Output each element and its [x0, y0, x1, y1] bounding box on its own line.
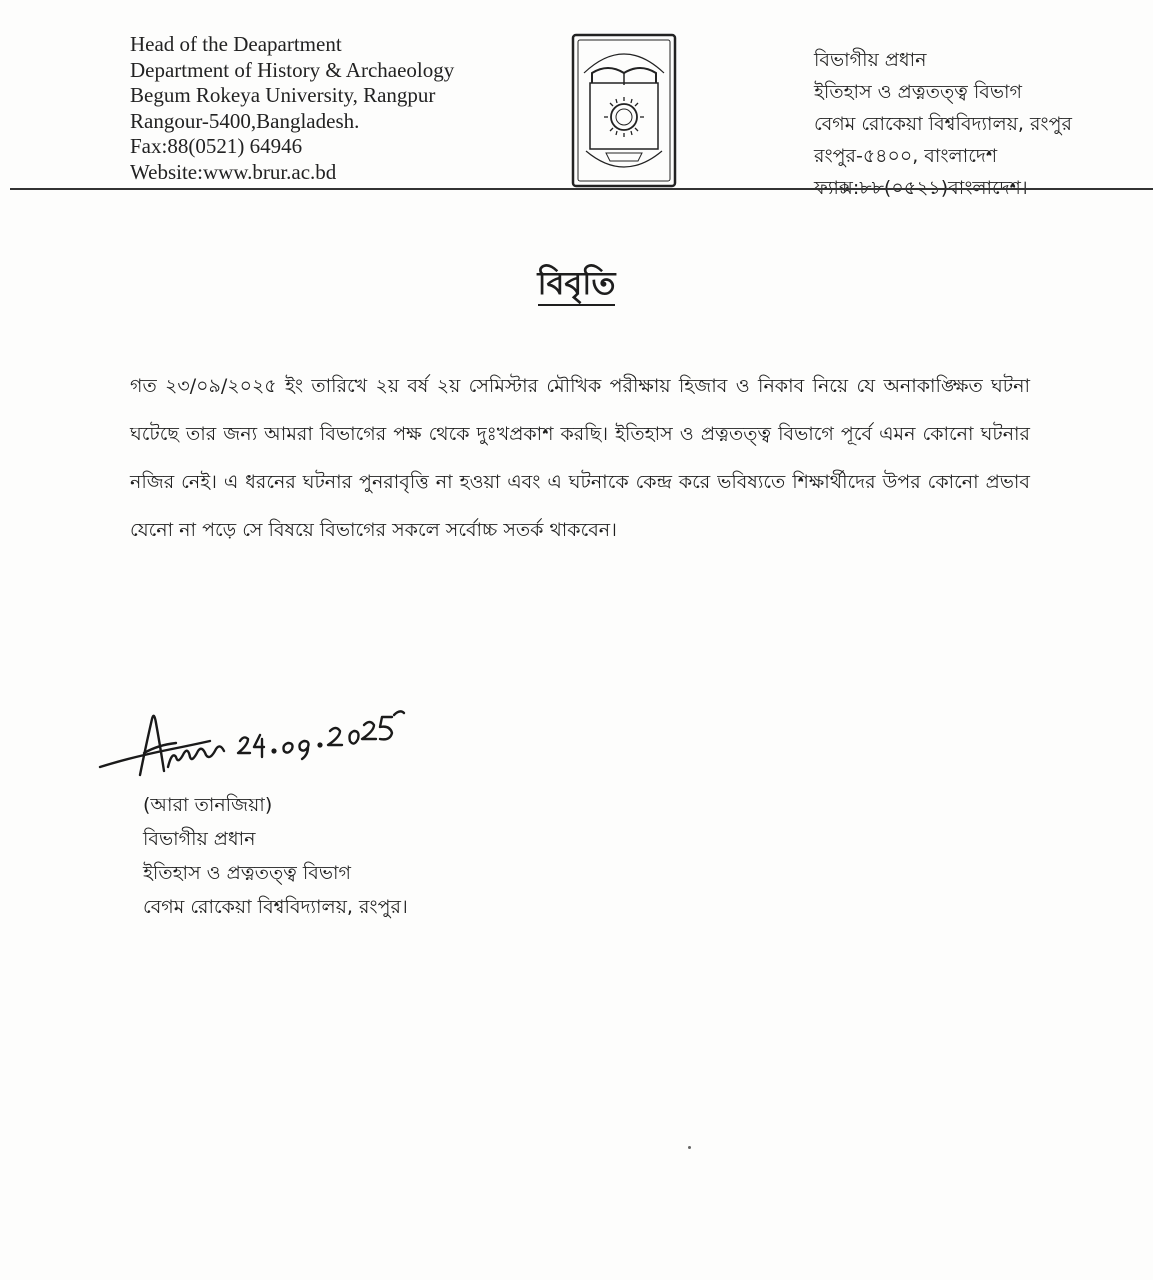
paper-speck	[688, 1146, 691, 1149]
header-divider	[10, 188, 1153, 190]
signatory-department: ইতিহাস ও প্রত্নতত্ত্ব বিভাগ	[143, 862, 351, 884]
header-bangla-address	[814, 44, 1072, 204]
header-bangla-line: রংপুর-৫৪০০, বাংলাদেশ	[814, 145, 998, 167]
header-bangla-line: ফ্যাক্স:৮৮(০৫২১)বাংলাদেশ।	[814, 177, 1028, 199]
statement-body: গত ২৩/০৯/২০২৫ ইং তারিখে ২য় বর্ষ ২য় সেমিস্টার মৌখিক পরীক্ষায় হিজাব ও নিকাব নিয়ে যে অনাকাঙ্ক্ষিত ঘটনা ঘটেছে তার জন্য আমরা বিভাগের পক্ষ থেকে দুঃখপ্রকাশ করছি। ইতিহাস ও প্রত্নতত্ত্ব বিভাগে পূর্বে এমন কোনো ঘটনার নজির নেই। এ ধরনের ঘটনার পুনরাবৃত্তি না হওয়া এবং এ ঘটনাকে কেন্দ্র করে ভবিষ্যতে শিক্ষার্থীদের উপর কোনো প্রভাব যেনো না পড়ে সে বিষয়ে বিভাগের সকলে সর্বোচ্চ সতর্ক থাকবেন।	[130, 375, 1030, 541]
header-english-line: Rangour-5400,Bangladesh.	[130, 108, 360, 133]
university-seal-icon	[570, 33, 678, 189]
header-english-line: Fax:88(0521) 64946	[130, 134, 303, 158]
signatory-name: (আরা তানজিয়া)	[143, 794, 273, 816]
header-bangla-line: বিভাগীয় প্রধান	[814, 49, 927, 71]
header-english-line: Begum Rokeya University, Rangpur	[130, 83, 436, 107]
header-english-line: Website:www.brur.ac.bd	[130, 159, 337, 184]
handwritten-signature-icon	[92, 695, 412, 785]
signatory-block	[143, 788, 408, 924]
header-english-address	[130, 32, 454, 185]
header-bangla-line: ইতিহাস ও প্রত্নতত্ত্ব বিভাগ	[814, 81, 1022, 103]
statement-title-text: বিবৃতি	[538, 264, 616, 306]
statement-title	[0, 258, 1153, 312]
header-english-line: Department of History & Archaeology	[130, 57, 455, 82]
signatory-designation: বিভাগীয় প্রধান	[143, 828, 256, 850]
header-bangla-line: বেগম রোকেয়া বিশ্ববিদ্যালয়, রংপুর	[814, 113, 1072, 135]
header-english-line: Head of the Deapartment	[130, 32, 342, 56]
signatory-university: বেগম রোকেয়া বিশ্ববিদ্যালয়, রংপুর।	[143, 896, 408, 918]
